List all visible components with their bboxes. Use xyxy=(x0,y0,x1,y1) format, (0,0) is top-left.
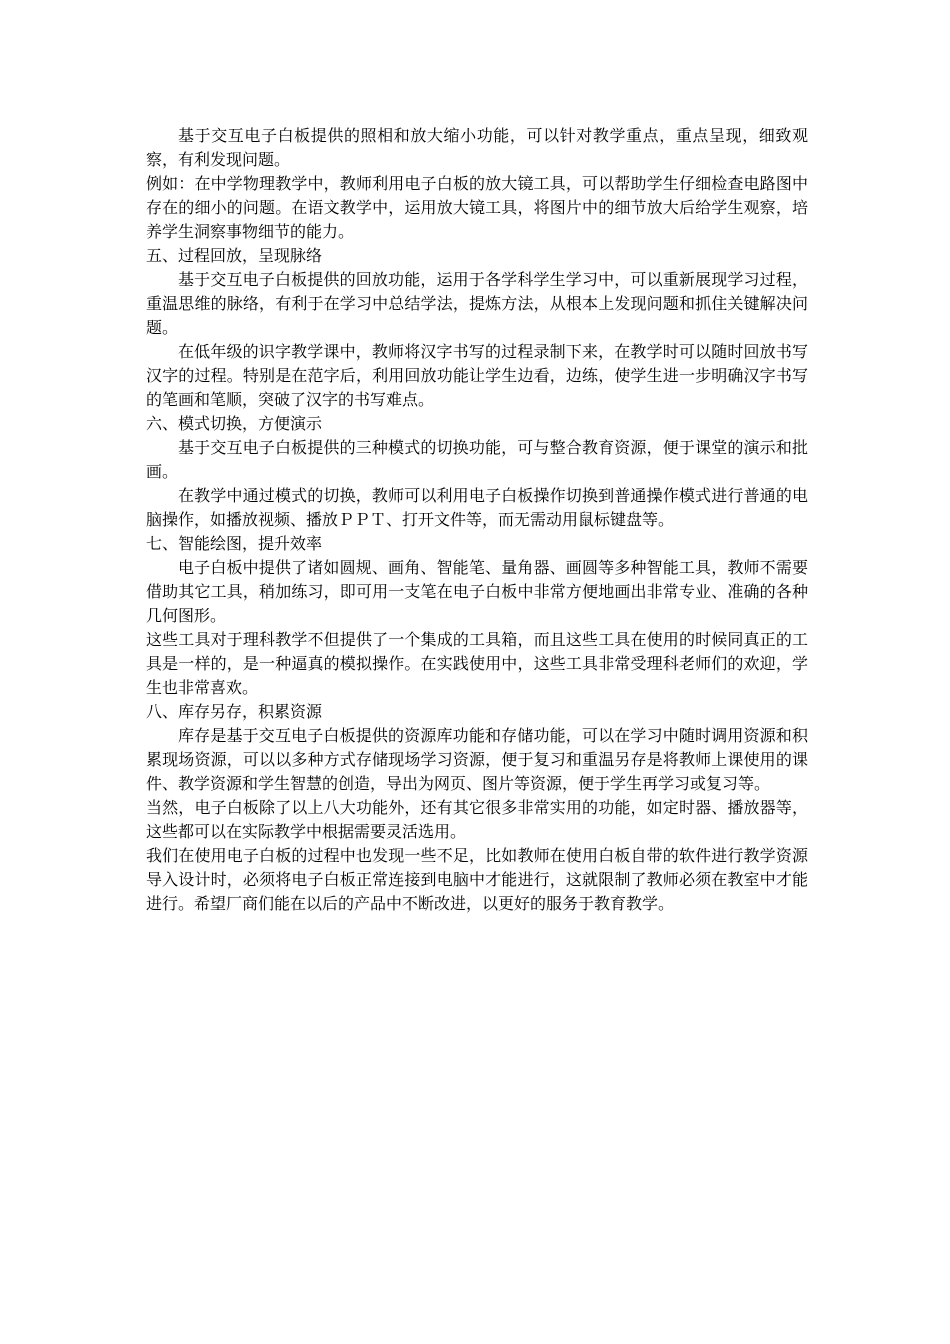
heading-section-7: 七、智能绘图，提升效率 xyxy=(146,534,323,553)
paragraph-drawing-tools-benefit: 这些工具对于理科教学不但提供了一个集成的工具箱，而且这些工具在使用的时候同真正的工具是一样的，是一种逼真的模拟操作。在实践使用中，这些工具非常受理科老师们的欢迎，学生也非常喜欢。 xyxy=(146,630,808,697)
heading-section-8: 八、库存另存，积累资源 xyxy=(146,702,323,721)
paragraph-other-functions: 当然，电子白板除了以上八大功能外，还有其它很多非常实用的功能，如定时器、播放器等，这些都可以在实际教学中根据需要灵活选用。 xyxy=(146,798,808,841)
paragraph-playback-function: 基于交互电子白板提供的回放功能，运用于各学科学生学习中，可以重新展现学习过程，重温思维的脉络，有利于在学习中总结学法，提炼方法，从根本上发现问题和抓住关键解决问题。 xyxy=(146,270,808,337)
paragraph-drawing-tools: 电子白板中提供了诸如圆规、画角、智能笔、量角器、画圆等多种智能工具，教师不需要借助其它工具，稍加练习，即可用一支笔在电子白板中非常方便地画出非常专业、准确的各种几何图形。 xyxy=(146,558,808,625)
paragraph-playback-example: 在低年级的识字教学课中，教师将汉字书写的过程录制下来，在教学时可以随时回放书写汉字的过程。特别是在范字后，利用回放功能让学生边看，边练，使学生进一步明确汉字书写的笔画和笔顺，突破了汉字的书写难点。 xyxy=(146,342,808,409)
paragraph-mode-switch-example: 在教学中通过模式的切换，教师可以利用电子白板操作切换到普通操作模式进行普通的电脑操作，如播放视频、播放ＰＰＴ、打开文件等，而无需动用鼠标键盘等。 xyxy=(146,486,808,529)
paragraph-zoom-example: 例如：在中学物理教学中，教师利用电子白板的放大镜工具，可以帮助学生仔细检查电路图中存在的细小的问题。在语文教学中，运用放大镜工具，将图片中的细节放大后给学生观察，培养学生洞察事物细节的能力。 xyxy=(146,174,808,241)
heading-section-6: 六、模式切换，方便演示 xyxy=(146,414,323,433)
paragraph-mode-switch-function: 基于交互电子白板提供的三种模式的切换功能，可与整合教育资源，便于课堂的演示和批画。 xyxy=(146,438,808,481)
document-page xyxy=(146,124,808,916)
heading-section-5: 五、过程回放，呈现脉络 xyxy=(146,246,323,265)
paragraph-shortcomings: 我们在使用电子白板的过程中也发现一些不足，比如教师在使用白板自带的软件进行教学资源导入设计时，必须将电子白板正常连接到电脑中才能进行，这就限制了教师必须在教室中才能进行。希望厂商们能在以后的产品中不断改进，以更好的服务于教育教学。 xyxy=(146,846,808,913)
paragraph-library-storage: 库存是基于交互电子白板提供的资源库功能和存储功能，可以在学习中随时调用资源和积累现场资源，可以以多种方式存储现场学习资源，便于复习和重温另存是将教师上课使用的课件、教学资源和学生智慧的创造，导出为网页、图片等资源，便于学生再学习或复习等。 xyxy=(146,726,808,793)
paragraph-zoom-function: 基于交互电子白板提供的照相和放大缩小功能，可以针对教学重点，重点呈现，细致观察，有利发现问题。 xyxy=(146,126,808,169)
